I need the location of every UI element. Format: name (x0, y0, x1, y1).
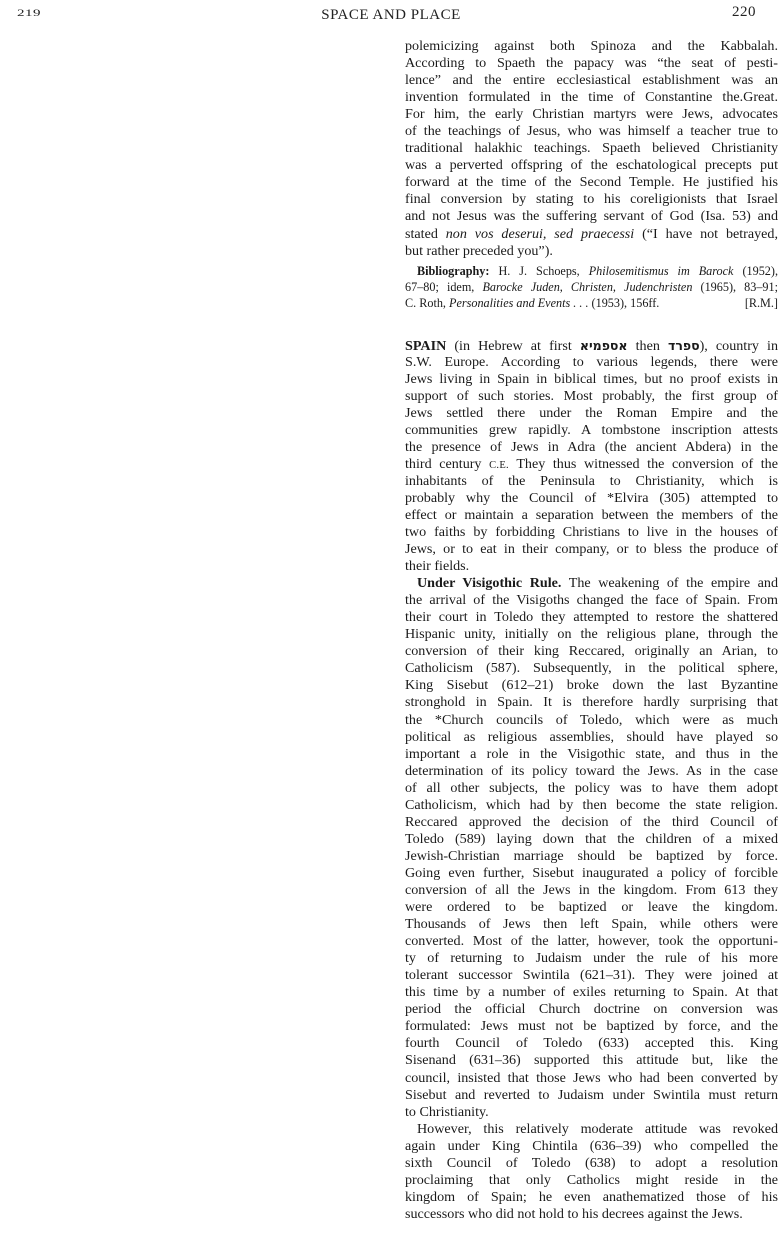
text-line: traditional halakhic teachings. Spaeth believed Christianity (405, 140, 778, 157)
text-fragment: The weakening of the empire and (561, 575, 778, 592)
era-abbreviation: C.E. (489, 459, 509, 471)
text-line: and not Jesus was the suffering servant of God (Isa. 53) and (405, 208, 778, 225)
text-fragment: ), country in (699, 337, 779, 354)
text-line: Reccared approved the decision of the third Council of (405, 813, 778, 830)
text-line (405, 456, 778, 473)
bibliography-label: Bibliography: (417, 263, 490, 278)
text-line: converted. Most of the latter, however, took the opportuni- (405, 933, 778, 950)
chintila-paragraph (405, 1121, 778, 1223)
text-fragment: (“I have not betrayed, (634, 225, 778, 242)
text-line: lence” and the entire ecclesiastical establishment was an (405, 72, 778, 89)
text-line: According to Spaeth the papacy was “the seat of pesti- (405, 55, 778, 72)
text-line: period the official Church doctrine on conversion was (405, 1001, 778, 1018)
text-fragment: (in Hebrew at first (446, 337, 580, 354)
text-line: their fields. (405, 558, 470, 575)
spain-entry-intro (405, 337, 778, 576)
bibliography-line (405, 263, 778, 279)
text-fragment: stated (405, 225, 446, 242)
text-line: Jews living in Spain in biblical times, but no proof exists in (405, 370, 778, 387)
text-line: this time by a number of exiles returning to Spain. At that (405, 984, 778, 1001)
text-line: final conversion by stating to his coreligionists that Israel (405, 191, 778, 208)
text-line: but rather preceded you”). (405, 242, 553, 259)
entry-headword: SPAIN (405, 337, 447, 354)
text-line: two faiths by forbidding Christians to live in the houses of (405, 524, 778, 541)
text-line: formulated: Jews must not be baptized by force, and the (405, 1018, 778, 1035)
text-fragment: third century (405, 455, 490, 472)
visigothic-rule-section (405, 575, 778, 1121)
text-line: support of such stories. Most probably, the first group of (405, 387, 778, 404)
text-line: Catholicism, which had by then become the state religion. (405, 796, 778, 813)
text-line: polemicizing against both Spinoza and the Kabbalah. (405, 38, 778, 54)
text-line (405, 226, 778, 243)
text-line: forward at the time of the Second Temple. He justified his (405, 174, 778, 191)
right-page-number: 220 (732, 4, 756, 20)
bibliography-line (405, 295, 778, 311)
book-title: Philosemitismus im Barock (588, 263, 734, 278)
text-line: Jewish-Christian marriage should be baptized by force. (405, 847, 778, 864)
text-line: of all other subjects, the policy was to have them adopt (405, 779, 778, 796)
text-line: again under King Chintila (636–39) who compelled the (405, 1137, 778, 1154)
left-page-number: 219 (17, 8, 41, 19)
text-line: proclaiming that only Catholics might reside in the (405, 1171, 778, 1188)
hebrew-name-then: ספרד (668, 337, 700, 353)
text-line: Sisebut and reverted to Judaism under Swintila must return (405, 1086, 778, 1103)
latin-quote: non vos deserui, sed praecessi (445, 225, 635, 242)
text-line: Toledo (589) laying down that the children of a mixed (405, 830, 778, 847)
text-line: conversion of all the Jews in the kingdom. From 613 they (405, 882, 778, 898)
text-line: S.W. Europe. According to various legends, there were (405, 353, 778, 370)
author-initials: [R.M.] (744, 296, 778, 311)
text-line: important a role in the Visigothic state, and thus in the (405, 745, 778, 762)
text-line: Jews settled there under the Roman Empire and the (405, 404, 778, 421)
text-line: fourth Council of Toledo (633) accepted this. King (405, 1035, 778, 1052)
text-line: their court in Toledo they attempted to restore the shattered (405, 609, 778, 626)
text-line: Hispanic unity, initially on the religious plane, through the (405, 626, 778, 643)
text-fragment: (1953), 156ff. (588, 296, 660, 311)
text-fragment: (1952), (733, 263, 778, 278)
text-line (405, 337, 778, 354)
text-line: the arrival of the Visigoths changed the face of Spain. From (405, 592, 778, 609)
hebrew-name-first: אספמיא (579, 337, 628, 353)
text-line: ty of returning to Judaism under the rule of his more (405, 950, 778, 967)
text-line: tolerant successor Swintila (621–31). They were joined at (405, 967, 778, 984)
text-line: effect or maintain a separation between the members of the (405, 506, 778, 523)
text-line: Thousands of Jews then left Spain, while others were (405, 916, 778, 933)
text-line: successors who did not hold to his decrees against the Jews. (405, 1205, 743, 1222)
text-line: invention formulated in the time of Constantine the.Great. (405, 89, 778, 106)
entry-separator (405, 312, 778, 337)
text-fragment: (1965), 83–91; (692, 279, 778, 294)
book-title: Personalities and Events . . . (449, 296, 589, 311)
text-line: the presence of Jews in Adra (the ancient Abdera) in the (405, 438, 778, 455)
text-line: However, this relatively moderate attitude was revoked (417, 1120, 778, 1137)
bibliography (405, 263, 778, 312)
text-line: to Christianity. (405, 1103, 489, 1120)
text-column (405, 38, 778, 1223)
visigothic-lines (405, 592, 778, 1103)
text-line: communities grew rapidly. A tombstone inscription attests (405, 421, 778, 438)
text-line: conversion of their king Reccared, originally an Arian, to (405, 643, 778, 660)
text-line: of the teachings of Jesus, who was himself a teacher true to (405, 123, 778, 140)
text-line: inhabitants of the Peninsula to Christianity, which is (405, 472, 778, 489)
text-line: was a perverted offspring of the eschatological precepts put (405, 157, 778, 174)
bibliography-line (405, 279, 778, 295)
text-line: sixth Council of Toledo (638) to adopt a resolution (405, 1154, 778, 1171)
text-line: stronghold in Spain. It is therefore hardly surprising that (405, 694, 778, 711)
running-title (311, 4, 471, 24)
running-title-text: SPACE AND PLACE (321, 7, 461, 23)
text-fragment: They thus witnessed the conversion of the (508, 455, 778, 472)
text-line: determination of its policy toward the Jews. As in the case (405, 762, 778, 779)
text-fragment: C. Roth, (405, 296, 450, 311)
text-line (405, 575, 778, 592)
text-line: probably why the Council of *Elvira (305) attempted to (405, 489, 778, 506)
text-fragment: 67–80; idem, (405, 279, 483, 294)
text-line: council, insisted that those Jews who had been converted by (405, 1069, 778, 1086)
text-line: political as religious assemblies, should have played so (405, 728, 778, 745)
text-line: For him, the early Christian martyrs were Jews, advocates (405, 106, 778, 123)
text-line: Catholicism (587). Subsequently, in the political sphere, (405, 660, 778, 677)
section-heading: Under Visigothic Rule. (417, 575, 562, 592)
text-line: were ordered to be baptized or leave the kingdom. (405, 899, 778, 916)
text-fragment: then (627, 337, 668, 354)
text-line: kingdom of Spain; he even anathematized those of his (405, 1188, 778, 1205)
text-line: Jews, or to eat in their company, or to bless the produce of (405, 541, 778, 558)
text-line: the *Church councils of Toledo, which were as much (405, 711, 778, 728)
text-fragment: H. J. Schoeps, (489, 263, 589, 278)
spaeth-continuation-paragraph (405, 38, 778, 260)
text-line: Going even further, Sisebut inaugurated a policy of forcible (405, 864, 778, 881)
book-title: Barocke Juden, Christen, Judenchristen (482, 279, 693, 294)
text-line: King Sisebut (612–21) broke down the last Byzantine (405, 677, 778, 694)
text-line: Sisenand (631–36) supported this attitude but, like the (405, 1052, 778, 1069)
